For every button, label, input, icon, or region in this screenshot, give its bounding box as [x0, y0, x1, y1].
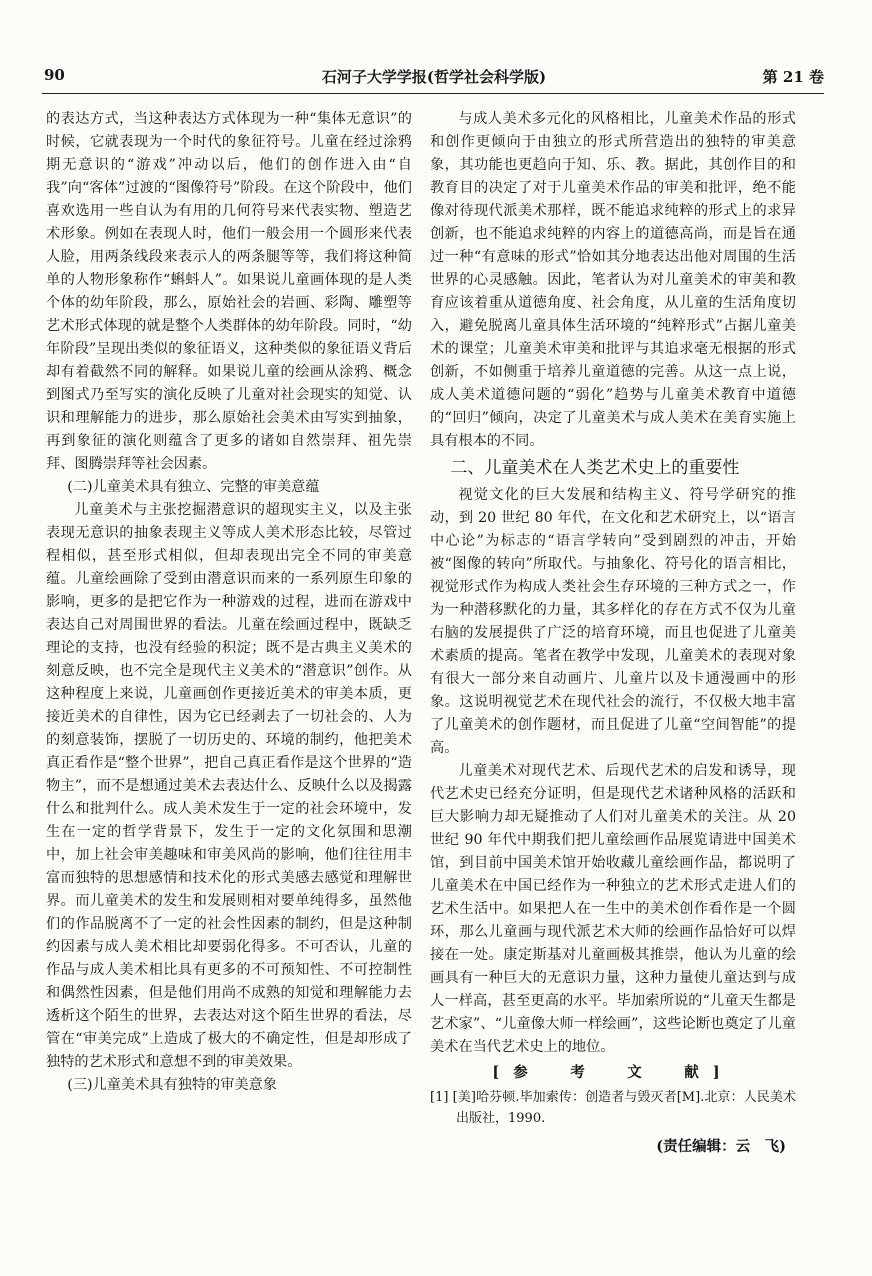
right-column: [430, 108, 796, 1158]
body-paragraph: 儿童美术对现代艺术、后现代艺术的启发和诱导，现代艺术史已经充分证明，但是现代艺术诸种风格的活跃和巨大影响力却无疑推动了人们对儿童美术的关注。从 20 世纪 90 年代中期我们把儿童绘画作品展览请进中国美术馆，到目前中国美术馆开始收藏儿童绘画作品，都说明了儿童美术在中国已经作为一种独立的艺术形式走进人们的艺术生活中。如果把人在一生中的美术创作看作是一个圆环，那么儿童画与现代派艺术大师的绘画作品恰好可以焊接在一处。康定斯基对儿童画极其推崇，他认为儿童的绘画具有一种巨大的无意识力量，这种力量使儿童达到与成人一样高，甚至更高的水平。毕加索所说的“儿童天生都是艺术家”、“儿童像大师一样绘画”，这些论断也奠定了儿童美术在当代艺术史上的地位。: [430, 763, 796, 1055]
volume-label: 第 21 卷: [762, 68, 824, 86]
subsection-heading: (二)儿童美术具有独立、完整的审美意蕴: [67, 479, 320, 495]
reference-entry: [1] [美]哈芬顿.毕加索传：创造者与毁灭者[M].北京：人民美术出版社，1990.: [430, 1090, 796, 1126]
subsection-heading: (三)儿童美术具有独特的审美意象: [67, 1077, 277, 1093]
body-paragraph: 的表达方式，当这种表达方式体现为一种“集体无意识”的时候，它就表现为一个时代的象征符号。儿童在经过涂鸦期无意识的“游戏”冲动以后，他们的创作进入由“自我”向“客体”过渡的“图像符号”阶段。在这个阶段中，他们喜欢选用一些自认为有用的几何符号来代表实物、塑造艺术形象。例如在表现人时，他们一般会用一个圆形来代表人脸，用两条线段来表示人的两条腿等等，我们将这种简单的人物形象称作“蝌蚪人”。如果说儿童画体现的是人类个体的幼年阶段，那么，原始社会的岩画、彩陶、雕塑等艺术形式体现的就是整个人类群体的幼年阶段。同时，“幼年阶段”呈现出类似的象征语义，这种类似的象征语义背后却有着截然不同的解释。如果说儿童的绘画从涂鸦、概念到图式乃至写实的演化反映了儿童对社会现实的知觉、认识和理解能力的进步，那么原始社会美术由写实到抽象，再到象征的演化则蕴含了更多的诸如自然崇拜、祖先崇拜、图腾崇拜等社会因素。: [46, 111, 412, 472]
page-header: [44, 66, 824, 90]
body-paragraph: 与成人美术多元化的风格相比，儿童美术作品的形式和创作更倾向于由独立的形式所营造出的独特的审美意象，其功能也更趋向于知、乐、教。据此，其创作目的和教育目的决定了对于儿童美术作品的审美和批评，绝不能像对待现代派美术那样，既不能追求纯粹的形式上的求异创新，也不能追求纯粹的内容上的道德高尚，而是旨在通过一种“有意味的形式”恰如其分地表达出他对周围的生活世界的心灵感触。因此，笔者认为对儿童美术的审美和教育应该着重从道德角度、社会角度，从儿童的生活角度切入，避免脱离儿童具体生活环境的“纯粹形式”占据儿童美术的课堂；儿童美术审美和批评与其追求毫无根据的形式创新，不如侧重于培养儿童道德的完善。从这一点上说，成人美术道德问题的“弱化”趋势与儿童美术教育中道德的“回归”倾向，决定了儿童美术与成人美术在美育实施上具有根本的不同。: [430, 111, 796, 449]
body-paragraph: 儿童美术与主张挖掘潜意识的超现实主义，以及主张表现无意识的抽象表现主义等成人美术形态比较，尽管过程相似，甚至形式相似，但却表现出完全不同的审美意蕴。儿童绘画除了受到由潜意识而来的一系列原生印象的影响，更多的是把它作为一种游戏的过程，进而在游戏中表达自己对周围世界的看法。儿童在绘画过程中，既缺乏理论的支持，也没有经验的积淀；既不是古典主义美术的刻意反映，也不完全是现代主义美术的“潜意识”创作。从这种程度上来说，儿童画创作更接近美术的审美本质，更接近美术的自律性，因为它已经剥去了一切社会的、人为的刻意装饰，摆脱了一切历史的、环境的制约，他把美术真正看作是“整个世界”，把自己真正看作是这个世界的“造物主”，而不是想通过美术去表达什么、反映什么以及揭露什么和批判什么。成人美术发生于一定的社会环境中，发生在一定的哲学背景下，发生于一定的文化氛围和思潮中，加上社会审美趣味和审美风尚的影响，他们往往用丰富而独特的思想感情和技术化的形式美感去感觉和理解世界。而儿童美术的发生和发展则相对要单纯得多，虽然他们的作品脱离不了一定的社会性因素的制约，但是这种制约因素与成人美术相比却要弱化得多。不可否认，儿童的作品与成人美术相比具有更多的不可预知性、不可控制性和偶然性因素，但是他们用尚不成熟的知觉和理解能力去透析这个陌生的世界，去表达对这个陌生世界的看法，尽管在“审美完成”上造成了极大的不确定性，但是却形成了独特的艺术形式和意想不到的审美效果。: [46, 502, 412, 1070]
section-heading: 二、儿童美术在人类艺术史上的重要性: [450, 458, 740, 478]
body-paragraph: 视觉文化的巨大发展和结构主义、符号学研究的推动，到 20 世纪 80 年代，在文化和艺术研究上，以“语言中心论”为标志的“语言学转向”受到剧烈的冲击，开始被“图像的转向”所取代。与抽象化、符号化的语言相比，视觉形式作为构成人类社会生存环境的三种方式之一，作为一种潜移默化的力量，其多样化的存在方式不仅为儿童右脑的发展提供了广泛的培育环境，而且也促进了儿童美术素质的提高。笔者在教学中发现，儿童美术的表现对象有很大一部分来自动画片、儿童片以及卡通漫画中的形象。这说明视觉艺术在现代社会的流行，不仅极大地丰富了儿童美术的创作题材，而且促进了儿童“空间智能”的提高。: [430, 487, 796, 756]
header-rule: [42, 93, 824, 94]
page-number: 90: [44, 66, 65, 84]
editor-credit: (责任编辑：云 飞): [656, 1138, 786, 1155]
journal-title: 石河子大学学报(哲学社会科学版): [321, 68, 547, 86]
references-heading: [参 考 文 献]: [492, 1064, 734, 1081]
left-column: [46, 108, 412, 1097]
